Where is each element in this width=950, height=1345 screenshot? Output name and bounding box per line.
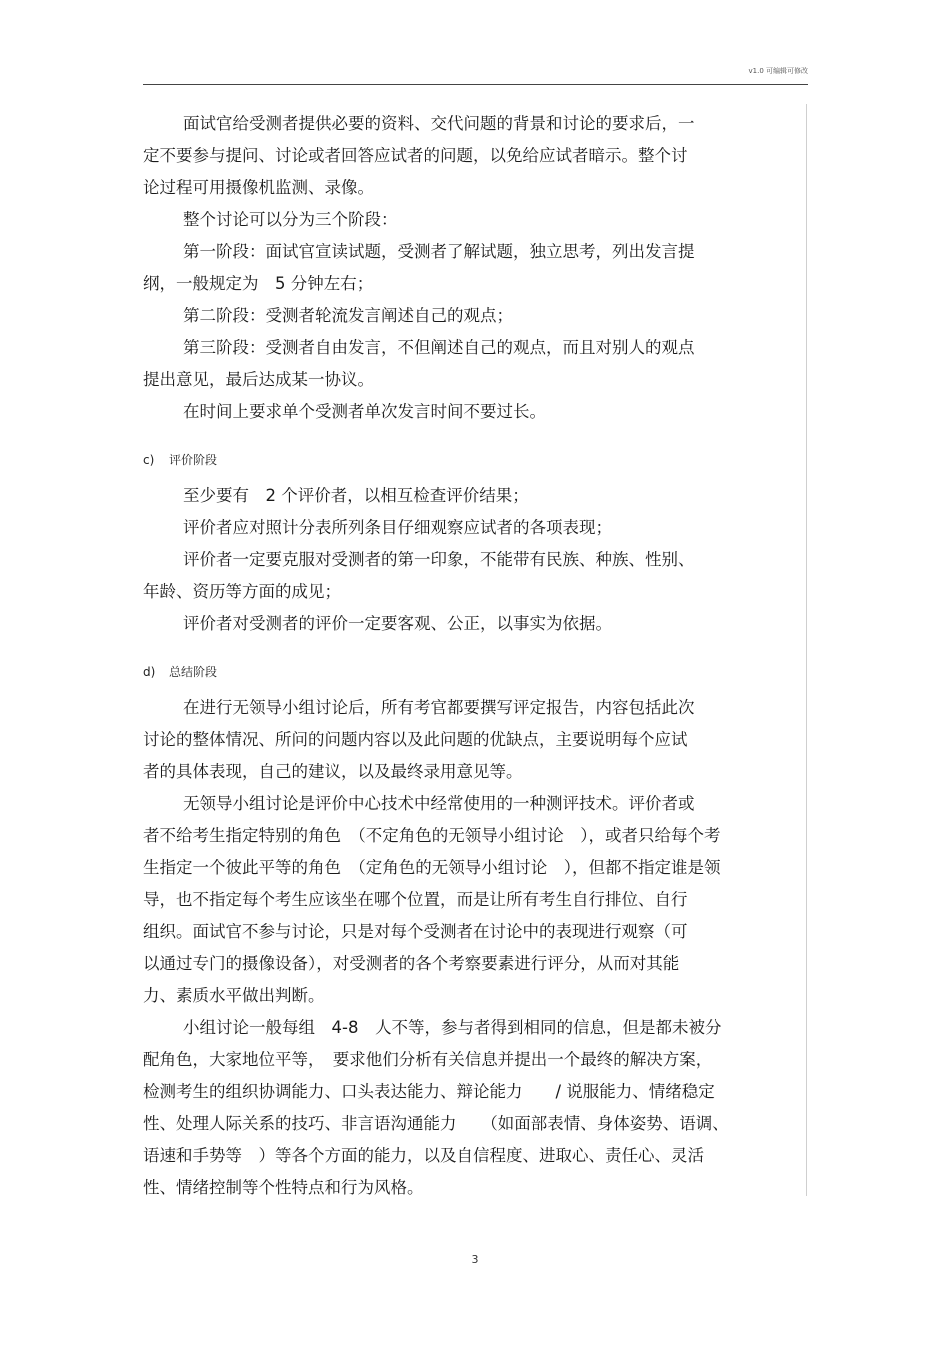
section-title: 评价阶段 <box>169 453 218 467</box>
paragraph-line: 讨论的整体情况、所问的问题内容以及此问题的优缺点，主要说明每个应试 <box>143 730 688 749</box>
paragraph-line: 纲，一般规定为 5 分钟左右； <box>143 274 374 293</box>
paragraph-line: 定不要参与提问、讨论或者回答应试者的问题，以免给应试者暗示。整个讨 <box>143 146 688 165</box>
paragraph-line: 以通过专门的摄像设备），对受测者的各个考察要素进行评分，从而对其能 <box>143 954 680 973</box>
paragraph-line: 力、素质水平做出判断。 <box>143 986 325 1005</box>
section-label: c) <box>143 453 155 467</box>
section-heading <box>143 452 217 468</box>
paragraph-line: 检测考生的组织协调能力、口头表达能力、辩论能力 / 说服能力、情绪稳定 <box>143 1082 715 1101</box>
paragraph-line: 第二阶段：受测者轮流发言阐述自己的观点； <box>183 306 513 325</box>
paragraph-line: 评价者一定要克服对受测者的第一印象，不能带有民族、种族、性别、 <box>183 550 695 569</box>
header-text: v1.0 可编辑可修改 <box>748 67 808 75</box>
paragraph-line: 组织。面试官不参与讨论，只是对每个受测者在讨论中的表现进行观察（可 <box>143 922 688 941</box>
paragraph-line: 年龄、资历等方面的成见； <box>143 582 341 601</box>
paragraph-line: 面试官给受测者提供必要的资料、交代问题的背景和讨论的要求后，一 <box>183 114 695 133</box>
paragraph-line: 导，也不指定每个考生应该坐在哪个位置，而是让所有考生自行排位、自行 <box>143 890 688 909</box>
page-number: 3 <box>471 1253 479 1266</box>
paragraph-line: 小组讨论一般每组 4-8 人不等，参与者得到相同的信息，但是都未被分 <box>183 1018 722 1037</box>
paragraph-line: 整个讨论可以分为三个阶段： <box>183 210 398 229</box>
paragraph-line: 在进行无领导小组讨论后，所有考官都要撰写评定报告，内容包括此次 <box>183 698 695 717</box>
paragraph-line: 评价者对受测者的评价一定要客观、公正，以事实为依据。 <box>183 614 612 633</box>
paragraph-line: 至少要有 2 个评价者，以相互检查评价结果； <box>183 486 529 505</box>
paragraph-line: 评价者应对照计分表所列条目仔细观察应试者的各项表现； <box>183 518 612 537</box>
paragraph-line: 论过程可用摄像机监测、录像。 <box>143 178 374 197</box>
paragraph-line: 者的具体表现，自己的建议，以及最终录用意见等。 <box>143 762 523 781</box>
paragraph-line: 配角色，大家地位平等， 要求他们分析有关信息并提出一个最终的解决方案， <box>143 1050 713 1069</box>
paragraph-line: 语速和手势等 ）等各个方面的能力，以及自信程度、进取心、责任心、灵活 <box>143 1146 704 1165</box>
paragraph-line: 者不给考生指定特别的角色 （不定角色的无领导小组讨论 ），或者只给每个考 <box>143 826 721 845</box>
paragraph-line: 生指定一个彼此平等的角色 （定角色的无领导小组讨论 ），但都不指定谁是领 <box>143 858 721 877</box>
paragraph-line: 第三阶段：受测者自由发言，不但阐述自己的观点，而且对别人的观点 <box>183 338 695 357</box>
section-heading <box>143 664 217 680</box>
paragraph-line: 在时间上要求单个受测者单次发言时间不要过长。 <box>183 402 546 421</box>
paragraph-line: 提出意见，最后达成某一协议。 <box>143 370 374 389</box>
paragraph-line: 无领导小组讨论是评价中心技术中经常使用的一种测评技术。评价者或 <box>183 794 695 813</box>
section-label: d) <box>143 665 156 679</box>
paragraph-line: 性、情绪控制等个性特点和行为风格。 <box>143 1178 424 1197</box>
paragraph-line: 第一阶段：面试官宣读试题，受测者了解试题，独立思考，列出发言提 <box>183 242 695 261</box>
section-title: 总结阶段 <box>169 665 218 679</box>
paragraph-line: 性、处理人际关系的技巧、非言语沟通能力 （如面部表情、身体姿势、语调、 <box>143 1114 729 1133</box>
